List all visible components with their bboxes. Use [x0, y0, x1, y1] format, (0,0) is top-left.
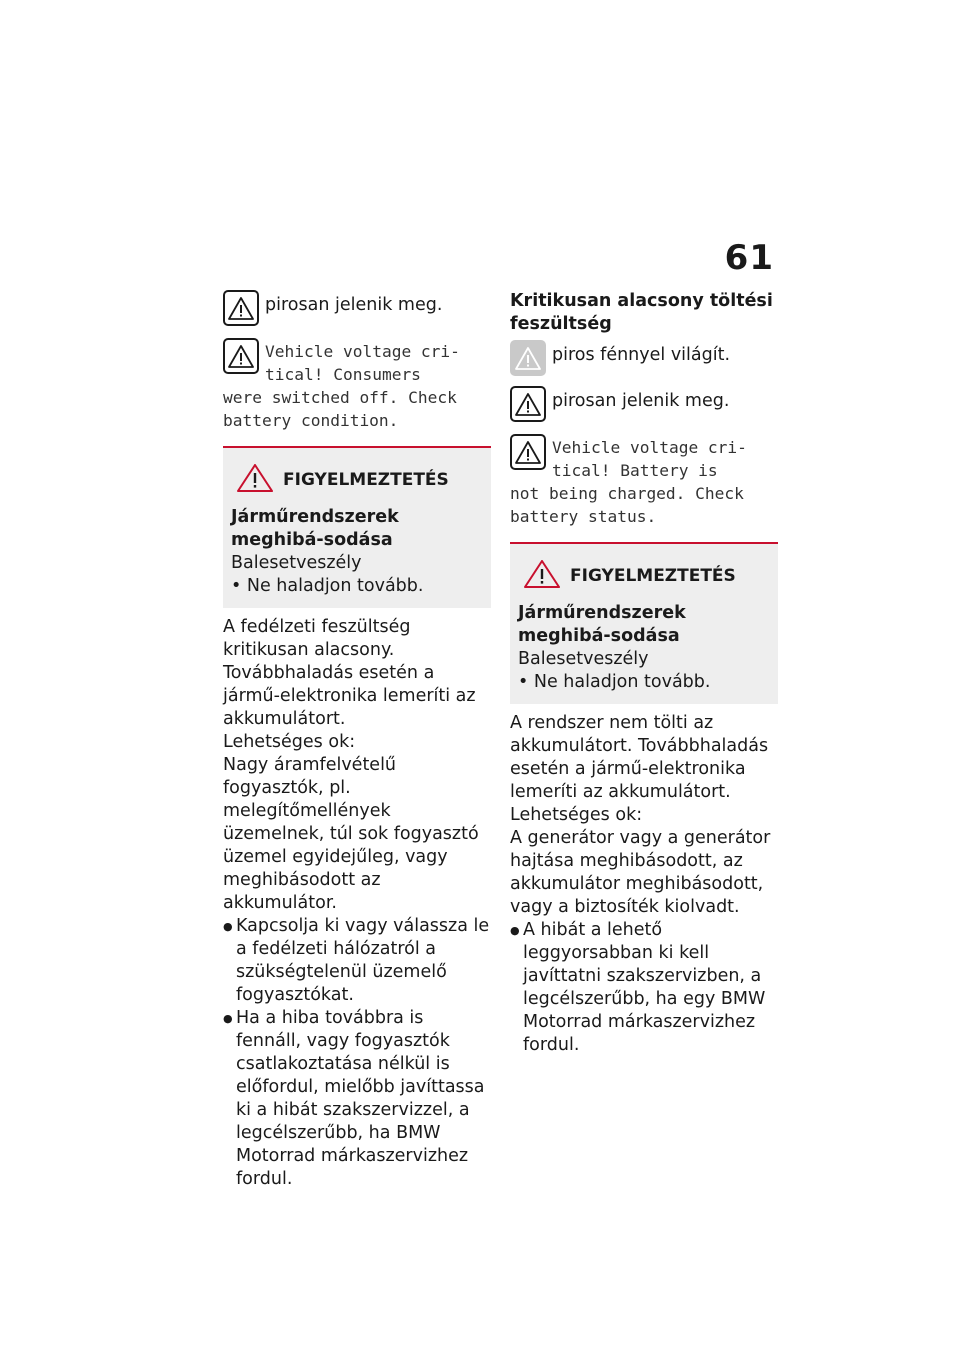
warning-triangle-icon — [223, 290, 259, 326]
display-message-line: were switched off. Check — [223, 388, 457, 407]
body-paragraph: A fedélzeti feszültség kritikusan alacsony. Továbbhaladás esetén a jármű-elektronika lemeríti az akkumulátort. — [223, 617, 476, 729]
warning-triangle-icon — [510, 386, 546, 422]
action-list — [223, 915, 491, 1191]
warning-hazard: Balesetveszély — [518, 649, 649, 669]
warning-box — [223, 446, 491, 608]
page-number: 61 — [724, 238, 774, 278]
warning-exclamation-icon — [524, 560, 560, 592]
action-list — [510, 919, 778, 1057]
warning-triangle-icon — [510, 434, 546, 470]
body-paragraph: Nagy áramfelvételű fogyasztók, pl. melegítőmellények üzemelnek, túl sok fogyasztó üzemel egyidejűleg, vagy meghibásodott az akkumulátor. — [223, 755, 479, 913]
display-message-line: not being charged. Check — [510, 484, 744, 503]
indicator-row — [510, 340, 778, 376]
display-message-line: battery condition. — [223, 411, 399, 430]
warning-exclamation-icon — [237, 464, 273, 496]
body-paragraph: A rendszer nem tölti az akkumulátort. Továbbhaladás esetén a jármű-elektronika lemeríti az akkumulátort. — [510, 713, 769, 802]
display-message-line: tical! Consumers — [265, 365, 421, 384]
warning-title: FIGYELMEZTETÉS — [570, 566, 736, 586]
display-message-line: Vehicle voltage cri- — [265, 342, 460, 361]
list-item: ● Kapcsolja ki vagy válassza le a fedélzeti hálózatról a szükségtelenül üzemelő fogyasztókat. — [223, 915, 491, 1007]
possible-cause-label: Lehetséges ok: — [223, 732, 356, 752]
right-column — [510, 290, 778, 1057]
section-heading: Kritikusan alacsony töltési feszültség — [510, 291, 773, 334]
warning-light-icon — [510, 340, 546, 376]
warning-title: FIGYELMEZTETÉS — [283, 470, 449, 490]
warning-action: • Ne haladjon tovább. — [518, 672, 711, 692]
body-paragraph: A generátor vagy a generátor hajtása meghibásodott, az akkumulátor meghibásodott, vagy a biztosíték kiolvadt. — [510, 828, 771, 917]
list-item: ● Ha a hiba továbbra is fennáll, vagy fogyasztók csatlakoztatása nélkül is előfordul, mielőbb javíttassa ki a hibát szakszervizzel, a legcélszerűbb, ha BMW Motorrad márkaszervizhez fordul. — [223, 1007, 491, 1191]
warning-subtitle: Járműrendszerek meghibá-sodása — [518, 603, 686, 646]
list-item: ● A hibát a lehető leggyorsabban ki kell javíttatni szakszervizben, a legcélszerűbb, ha egy BMW Motorrad márkaszervizhez fordul. — [510, 919, 778, 1057]
display-message-line: battery status. — [510, 507, 657, 526]
warning-subtitle: Járműrendszerek meghibá-sodása — [231, 507, 399, 550]
display-message-line: Vehicle voltage cri- — [552, 438, 747, 457]
display-message-line: tical! Battery is — [552, 461, 718, 480]
display-message — [510, 434, 778, 528]
indicator-row — [510, 386, 778, 422]
display-message — [223, 338, 491, 432]
warning-hazard: Balesetveszély — [231, 553, 362, 573]
indicator-text: pirosan jelenik meg. — [265, 295, 443, 315]
warning-action: • Ne haladjon tovább. — [231, 576, 424, 596]
indicator-text: piros fénnyel világít. — [552, 345, 731, 365]
possible-cause-label: Lehetséges ok: — [510, 805, 643, 825]
warning-triangle-icon — [223, 338, 259, 374]
left-column — [223, 290, 491, 1191]
indicator-text: pirosan jelenik meg. — [552, 391, 730, 411]
indicator-row — [223, 290, 491, 326]
warning-box — [510, 542, 778, 704]
